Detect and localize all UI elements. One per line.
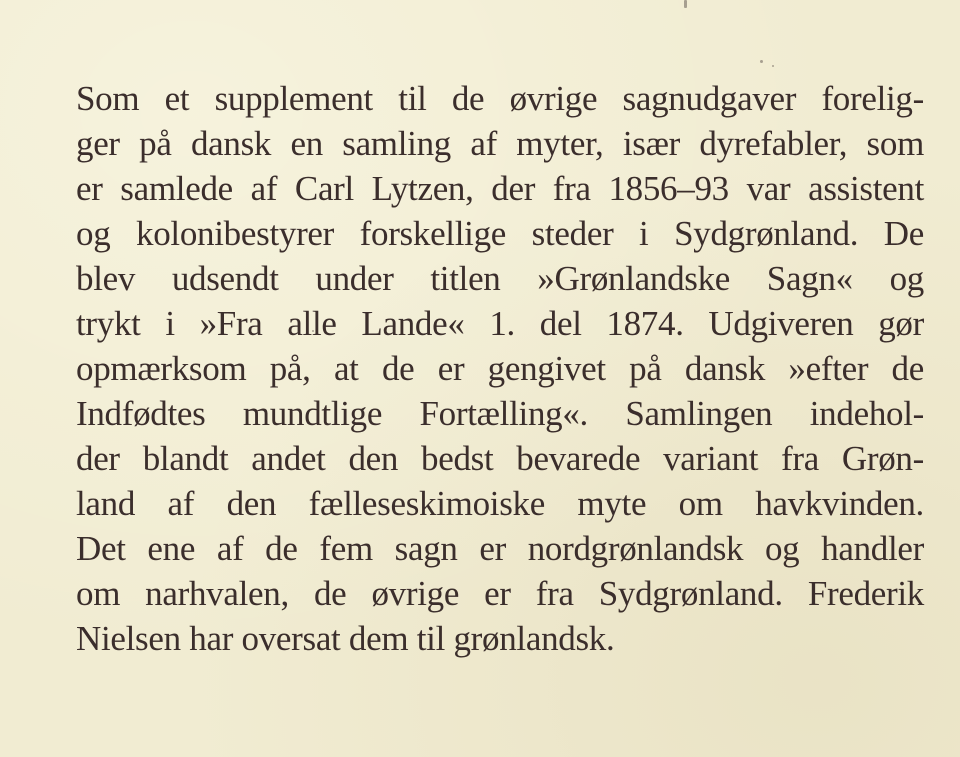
text-line: opmærksom på, at de er gengivet på dansk »efter de xyxy=(76,349,924,388)
text-line: om narhvalen, de øvrige er fra Sydgrønland. Frederik xyxy=(76,574,924,613)
text-line-last: Nielsen har oversat dem til grønlandsk. xyxy=(76,619,615,658)
text-line: der blandt andet den bedst bevarede variant fra Grøn- xyxy=(76,439,924,478)
ink-speck xyxy=(684,0,687,8)
text-line: er samlede af Carl Lytzen, der fra 1856–93 var assistent xyxy=(76,169,924,208)
body-paragraph xyxy=(76,76,924,661)
ink-speck xyxy=(772,65,774,67)
text-line: Som et supplement til de øvrige sagnudgaver forelig- xyxy=(76,79,924,118)
ink-speck xyxy=(760,60,763,63)
text-line: Det ene af de fem sagn er nordgrønlandsk og handler xyxy=(76,529,924,568)
text-line: ger på dansk en samling af myter, især dyrefabler, som xyxy=(76,124,924,163)
text-line: trykt i »Fra alle Lande« 1. del 1874. Udgiveren gør xyxy=(76,304,924,343)
text-line: blev udsendt under titlen »Grønlandske Sagn« og xyxy=(76,259,924,298)
text-line: land af den fælleseskimoiske myte om havkvinden. xyxy=(76,484,924,523)
text-line: Indfødtes mundtlige Fortælling«. Samlingen indehol- xyxy=(76,394,924,433)
text-line: og kolonibestyrer forskellige steder i Sydgrønland. De xyxy=(76,214,924,253)
